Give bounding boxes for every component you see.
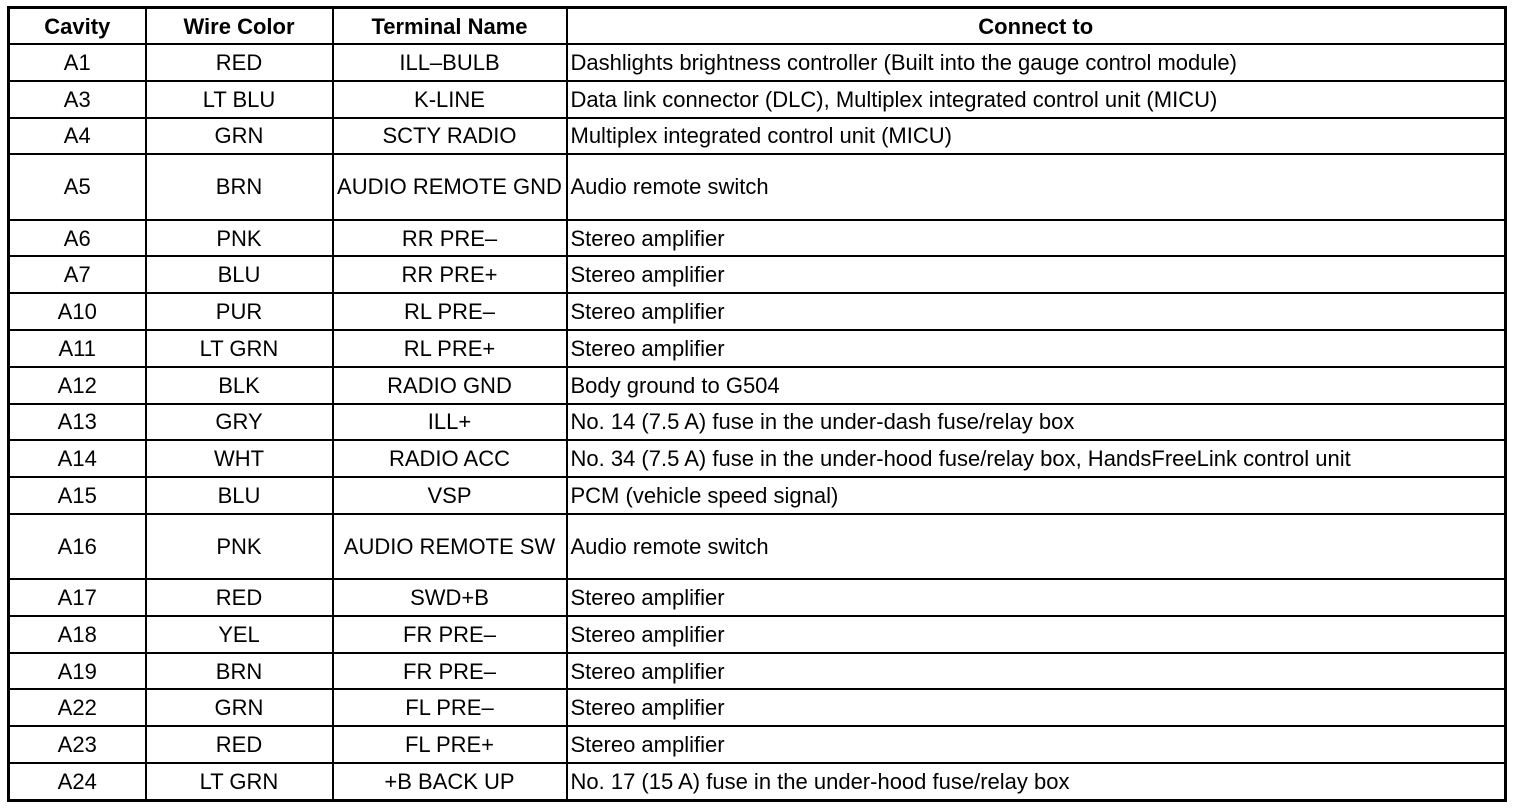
cavity-cell: A22 (9, 689, 146, 726)
wire-color-cell: GRN (146, 689, 333, 726)
header-wire-color: Wire Color (146, 8, 333, 45)
terminal-name-cell: AUDIO REMOTE GND (333, 154, 567, 219)
terminal-name-cell: RADIO GND (333, 367, 567, 404)
wire-color-cell: PNK (146, 514, 333, 579)
terminal-name-cell: VSP (333, 477, 567, 514)
table-row (9, 367, 1506, 404)
table-row (9, 154, 1506, 219)
table-row (9, 118, 1506, 155)
cavity-cell: A16 (9, 514, 146, 579)
connect-to-cell: PCM (vehicle speed signal) (567, 477, 1506, 514)
terminal-name-cell: ILL–BULB (333, 44, 567, 81)
cavity-cell: A15 (9, 477, 146, 514)
table-row (9, 404, 1506, 441)
table-row (9, 579, 1506, 616)
cavity-cell: A10 (9, 293, 146, 330)
connector-pinout-table (7, 6, 1507, 802)
cavity-cell: A11 (9, 330, 146, 367)
connect-to-cell: Audio remote switch (567, 154, 1506, 219)
cavity-cell: A23 (9, 726, 146, 763)
table-row (9, 44, 1506, 81)
wire-color-cell: RED (146, 44, 333, 81)
wire-color-cell: GRN (146, 118, 333, 155)
cavity-cell: A19 (9, 653, 146, 690)
cavity-cell: A17 (9, 579, 146, 616)
connect-to-cell: Stereo amplifier (567, 689, 1506, 726)
terminal-name-cell: K-LINE (333, 81, 567, 118)
connect-to-cell: Audio remote switch (567, 514, 1506, 579)
terminal-name-cell: FL PRE+ (333, 726, 567, 763)
terminal-name-cell: RR PRE– (333, 220, 567, 257)
table-row (9, 330, 1506, 367)
wire-color-cell: LT GRN (146, 330, 333, 367)
table-row (9, 726, 1506, 763)
terminal-name-cell: AUDIO REMOTE SW (333, 514, 567, 579)
table-row (9, 440, 1506, 477)
table-row (9, 220, 1506, 257)
connect-to-cell: No. 34 (7.5 A) fuse in the under-hood fuse/relay box, HandsFreeLink control unit (567, 440, 1506, 477)
wire-color-cell: PUR (146, 293, 333, 330)
terminal-name-cell: ILL+ (333, 404, 567, 441)
wire-color-cell: RED (146, 579, 333, 616)
cavity-cell: A14 (9, 440, 146, 477)
wire-color-cell: GRY (146, 404, 333, 441)
terminal-name-cell: FR PRE– (333, 653, 567, 690)
table-row (9, 293, 1506, 330)
table-row (9, 763, 1506, 801)
connect-to-cell: Stereo amplifier (567, 220, 1506, 257)
connect-to-cell: Stereo amplifier (567, 293, 1506, 330)
wire-color-cell: BRN (146, 154, 333, 219)
wire-color-cell: RED (146, 726, 333, 763)
cavity-cell: A18 (9, 616, 146, 653)
terminal-name-cell: RADIO ACC (333, 440, 567, 477)
wire-color-cell: BRN (146, 653, 333, 690)
connect-to-cell: Stereo amplifier (567, 726, 1506, 763)
cavity-cell: A24 (9, 763, 146, 801)
header-cavity: Cavity (9, 8, 146, 45)
terminal-name-cell: RL PRE– (333, 293, 567, 330)
terminal-name-cell: FR PRE– (333, 616, 567, 653)
cavity-cell: A13 (9, 404, 146, 441)
terminal-name-cell: +B BACK UP (333, 763, 567, 801)
connect-to-cell: Dashlights brightness controller (Built into the gauge control module) (567, 44, 1506, 81)
table-row (9, 653, 1506, 690)
terminal-name-cell: RL PRE+ (333, 330, 567, 367)
cavity-cell: A5 (9, 154, 146, 219)
table-row (9, 514, 1506, 579)
table-row (9, 616, 1506, 653)
wire-color-cell: LT BLU (146, 81, 333, 118)
header-terminal-name: Terminal Name (333, 8, 567, 45)
connect-to-cell: Stereo amplifier (567, 579, 1506, 616)
connect-to-cell: Data link connector (DLC), Multiplex integrated control unit (MICU) (567, 81, 1506, 118)
connect-to-cell: Stereo amplifier (567, 256, 1506, 293)
cavity-cell: A3 (9, 81, 146, 118)
connect-to-cell: No. 14 (7.5 A) fuse in the under-dash fuse/relay box (567, 404, 1506, 441)
cavity-cell: A6 (9, 220, 146, 257)
connect-to-cell: Body ground to G504 (567, 367, 1506, 404)
connect-to-cell: No. 17 (15 A) fuse in the under-hood fuse/relay box (567, 763, 1506, 801)
connect-to-cell: Stereo amplifier (567, 330, 1506, 367)
wire-color-cell: BLK (146, 367, 333, 404)
wire-color-cell: PNK (146, 220, 333, 257)
wire-color-cell: WHT (146, 440, 333, 477)
wire-color-cell: BLU (146, 477, 333, 514)
wire-color-cell: BLU (146, 256, 333, 293)
terminal-name-cell: SWD+B (333, 579, 567, 616)
wire-color-cell: LT GRN (146, 763, 333, 801)
table-header-row (9, 8, 1506, 45)
table-row (9, 81, 1506, 118)
cavity-cell: A7 (9, 256, 146, 293)
header-connect-to: Connect to (567, 8, 1506, 45)
table-row (9, 256, 1506, 293)
cavity-cell: A4 (9, 118, 146, 155)
table-row (9, 689, 1506, 726)
connect-to-cell: Stereo amplifier (567, 616, 1506, 653)
terminal-name-cell: FL PRE– (333, 689, 567, 726)
terminal-name-cell: SCTY RADIO (333, 118, 567, 155)
connect-to-cell: Multiplex integrated control unit (MICU) (567, 118, 1506, 155)
connect-to-cell: Stereo amplifier (567, 653, 1506, 690)
cavity-cell: A1 (9, 44, 146, 81)
wire-color-cell: YEL (146, 616, 333, 653)
cavity-cell: A12 (9, 367, 146, 404)
terminal-name-cell: RR PRE+ (333, 256, 567, 293)
table-row (9, 477, 1506, 514)
